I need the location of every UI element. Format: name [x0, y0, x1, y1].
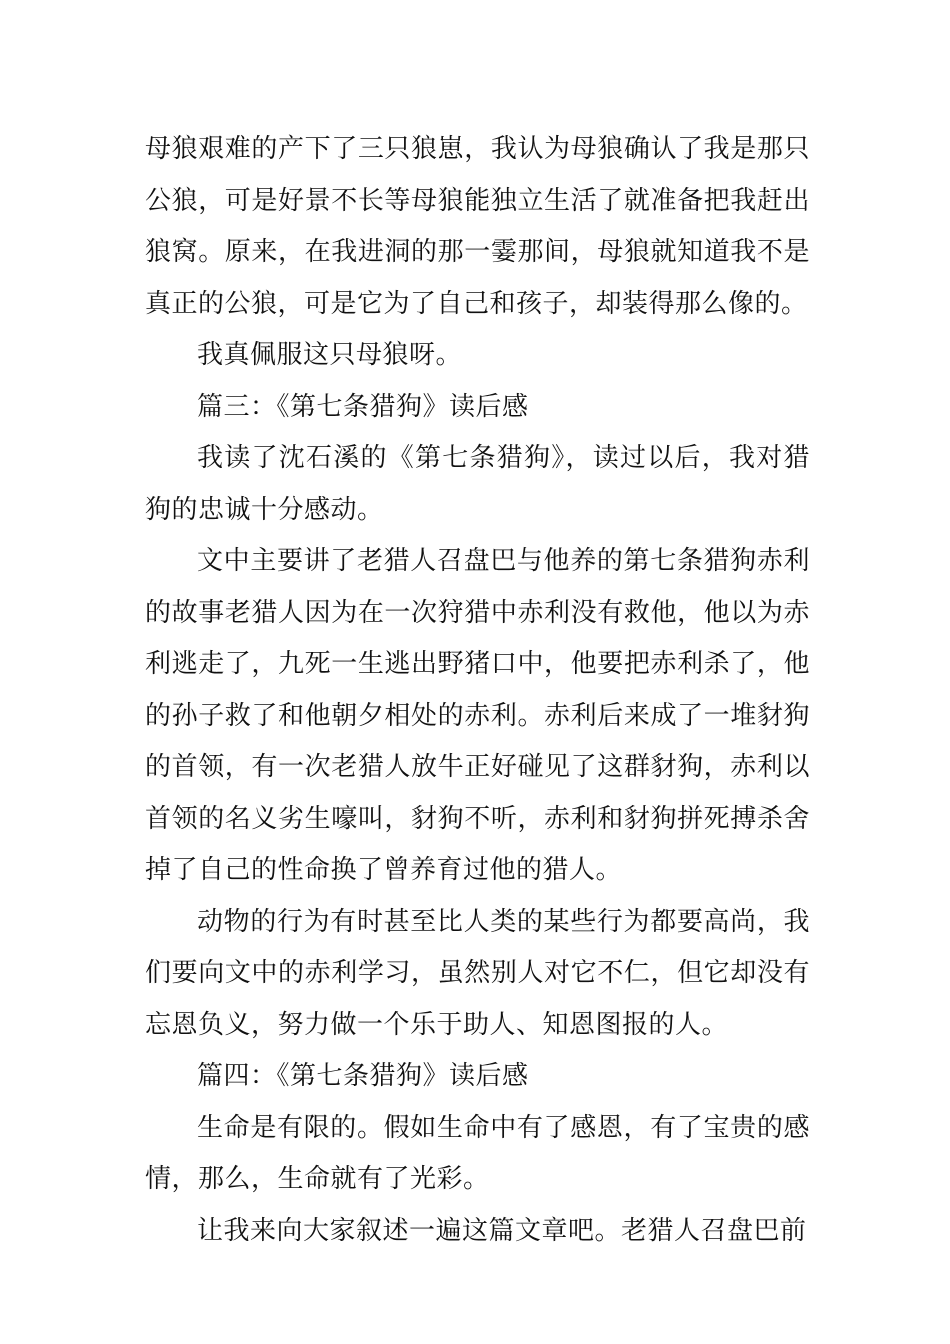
paragraph: 我读了沈石溪的《第七条猎狗》，读过以后，我对猎狗的忠诚十分感动。: [145, 443, 810, 525]
paragraph-continuation: 母狼艰难的产下了三只狼崽，我认为母狼确认了我是那只公狼，可是好景不长等母狼能独立生活了就准备把我赶出狼窝。原来，在我进洞的那一霎那间，母狼就知道我不是真正的公狼，可是它为了自己和孩子，却装得那么像的。: [145, 134, 810, 319]
paragraph: 让我来向大家叙述一遍这篇文章吧。老猎人召盘巴前: [197, 1215, 807, 1246]
paragraph: 我真佩服这只母狼呀。: [197, 340, 463, 370]
paragraph: 文中主要讲了老猎人召盘巴与他养的第七条猎狗赤利的故事老猎人因为在一次狩猎中赤利没有救他，他以为赤利逃走了，九死一生逃出野猪口中，他要把赤利杀了，他的孙子救了和他朝夕相处的赤利。赤利后来成了一堆豺狗的首领，有一次老猎人放牛正好碰见了这群豺狗，赤利以首领的名义劣生嚎叫，豺狗不听，赤利和豺狗拼死搏杀舍掉了自己的性命换了曾养育过他的猎人。: [145, 546, 810, 885]
paragraph: 动物的行为有时甚至比人类的某些行为都要高尚，我们要向文中的赤利学习，虽然别人对它不仁，但它却没有忘恩负义，努力做一个乐于助人、知恩图报的人。: [145, 906, 810, 1040]
section-heading: 篇三：《第七条猎狗》读后感: [197, 391, 529, 422]
paragraph: 生命是有限的。假如生命中有了感恩，有了宝贵的感情，那么，生命就有了光彩。: [145, 1112, 810, 1194]
section-heading: 篇四：《第七条猎狗》读后感: [197, 1061, 529, 1091]
document-body: [145, 124, 810, 1257]
